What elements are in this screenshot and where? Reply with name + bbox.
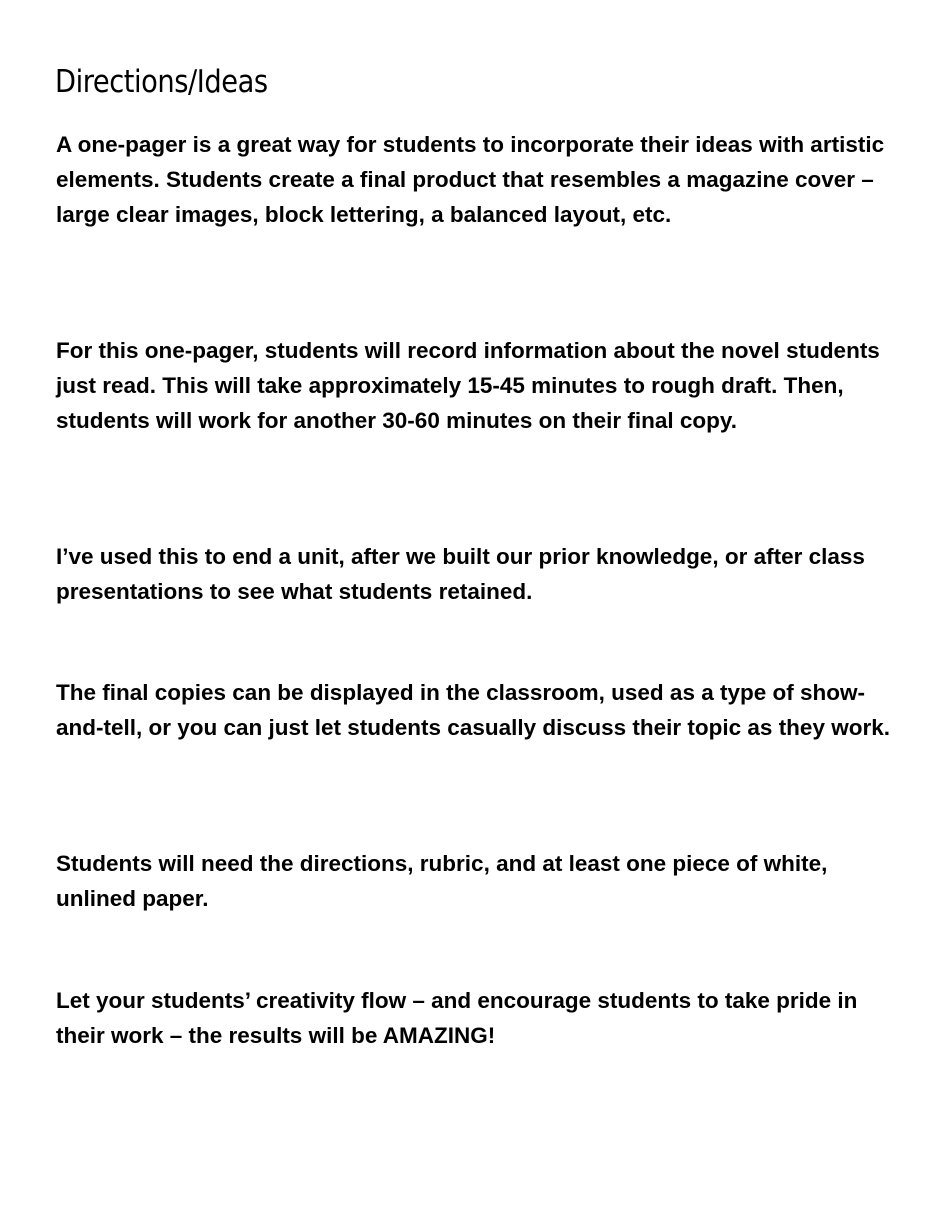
paragraph-closing: Let your students’ creativity flow – and encourage students to take pride in their work – the results will be AMAZING! — [56, 988, 858, 1048]
paragraph-display: The final copies can be displayed in the classroom, used as a type of show-and-tell, or you can just let students casually discuss their topic as they work. — [56, 680, 890, 740]
paragraph-usage: I’ve used this to end a unit, after we built our prior knowledge, or after class presentations to see what students retained. — [56, 544, 865, 604]
paragraph-materials: Students will need the directions, rubric, and at least one piece of white, unlined paper. — [56, 851, 828, 911]
paragraph-intro: A one-pager is a great way for students to incorporate their ideas with artistic elements. Students create a final product that resembles a magazine cover – large clear images, block lettering, a balanced layout, etc. — [56, 132, 885, 227]
page-title: Directions/Ideas — [55, 64, 268, 100]
paragraph-timing: For this one-pager, students will record information about the novel students just read. This will take approximately 15-45 minutes to rough draft. Then, students will work for another 30-60 minutes on their final copy. — [56, 338, 880, 433]
